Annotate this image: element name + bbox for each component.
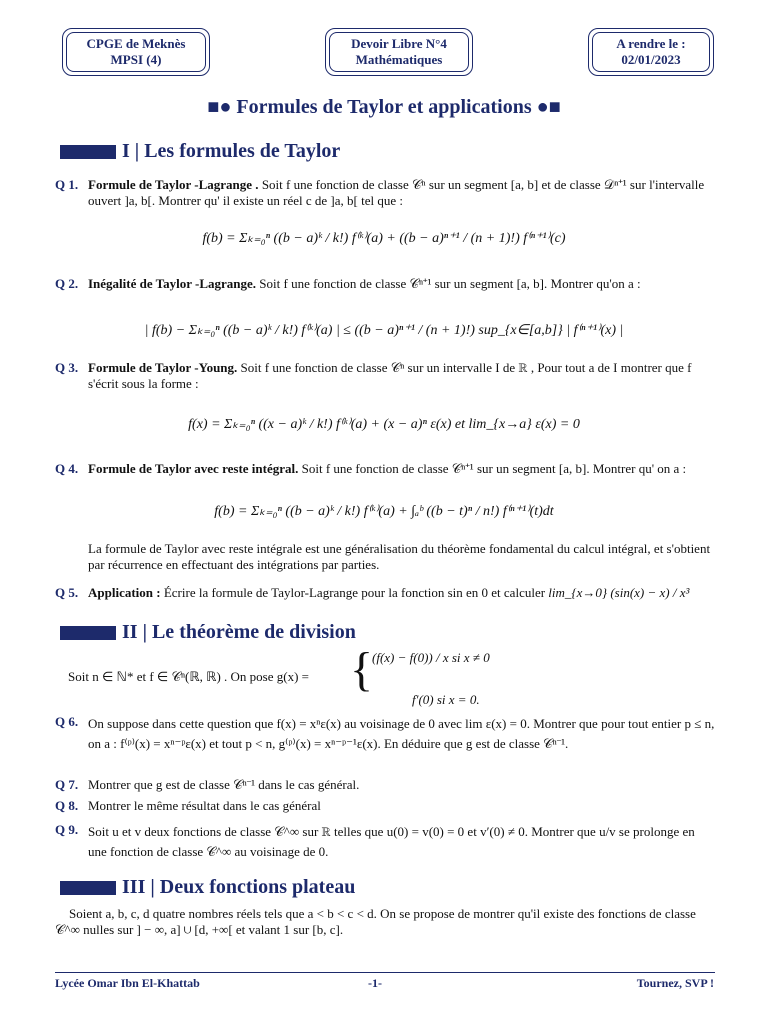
header-date-box	[588, 28, 714, 76]
question-text: Soit f une fonction de classe 𝒞ⁿ sur un segment [a, b] et de classe 𝒟ⁿ⁺¹ sur l'intervalle ouvert ]a, b[. Montrer qu' il existe un réel c de ]a, b[ tel que :	[88, 177, 705, 208]
question-text: Soit u et v deux fonctions de classe 𝒞^∞ sur ℝ telles que u(0) = v(0) = 0 et v′(0) ≠ 0. Montrer que u/v se prolonge en une fonction de classe 𝒞^∞ au voisinage de 0.	[88, 824, 695, 859]
header-school-box	[62, 28, 210, 76]
section-1-heading	[60, 140, 340, 163]
page-title: ■● Formules de Taylor et applications ●■	[207, 96, 561, 118]
question-title: Application :	[88, 585, 161, 600]
question-number: Q 8.	[55, 798, 79, 813]
header-class: MPSI (4)	[110, 52, 162, 67]
g-definition-intro: Soit n ∈ ℕ* et f ∈ 𝒞ⁿ(ℝ, ℝ) . On pose g(x) =	[68, 669, 310, 684]
header-due-date: 02/01/2023	[621, 52, 681, 67]
question-1	[55, 177, 715, 209]
question-5	[55, 585, 715, 601]
section-bar	[60, 881, 116, 895]
formula-taylor-inequality: | f(b) − Σₖ₌₀ⁿ ((b − a)ᵏ / k!) f⁽ᵏ⁾(a) | ≤ ((b − a)ⁿ⁺¹ / (n + 1)!) sup_{x∈[a,b]} | f⁽ⁿ⁺¹⁾(x) |	[144, 323, 624, 338]
question-text: Montrer le même résultat dans le cas général	[88, 798, 321, 813]
question-3	[55, 360, 715, 392]
question-4	[55, 461, 715, 477]
g-case-1: (f(x) − f(0)) / x si x ≠ 0	[372, 650, 490, 665]
header-subject: Mathématiques	[355, 52, 443, 67]
question-number: Q 5.	[55, 585, 79, 600]
question-text: Montrer que g est de classe 𝒞ⁿ⁻¹ dans le cas général.	[88, 777, 360, 792]
g-case-2: f′(0) si x = 0.	[412, 692, 480, 707]
question-text: Écrire la formule de Taylor-Lagrange pour la fonction sin en 0 et calculer	[163, 585, 546, 600]
question-title: Inégalité de Taylor -Lagrange.	[88, 276, 257, 291]
section-3-title: III | Deux fonctions plateau	[122, 876, 356, 898]
section-3-text: Soient a, b, c, d quatre nombres réels tels que a < b < c < d. On se propose de montrer qu'il existe des fonctions de classe 𝒞^∞ nulles sur ] − ∞, a] ∪ [d, +∞[ et valant 1 sur [b, c].	[55, 906, 696, 937]
question-title: Formule de Taylor -Lagrange .	[88, 177, 259, 192]
formula-limit: lim_{x→0} (sin(x) − x) / x³	[548, 585, 690, 600]
formula-taylor-integral: f(b) = Σₖ₌₀ⁿ ((b − a)ᵏ / k!) f⁽ᵏ⁾(a) + ∫ₐᵇ ((b − t)ⁿ / n!) f⁽ⁿ⁺¹⁾(t)dt	[214, 504, 554, 519]
header-due-label: A rendre le :	[616, 36, 686, 51]
section-bar	[60, 626, 116, 640]
question-8	[55, 798, 715, 814]
question-number: Q 2.	[55, 276, 79, 291]
question-number: Q 7.	[55, 777, 79, 792]
question-number: Q 3.	[55, 360, 79, 375]
header-devoir-box	[325, 28, 473, 76]
question-7	[55, 777, 715, 793]
section-bar	[60, 145, 116, 159]
footer-page-number: -1-	[368, 976, 382, 990]
footer-school: Lycée Omar Ibn El-Khattab	[55, 976, 200, 990]
footer-turn-page: Tournez, SVP !	[636, 976, 714, 990]
brace: {	[350, 643, 374, 696]
question-2	[55, 276, 715, 292]
question-text: Soit f une fonction de classe 𝒞ⁿ⁺¹ sur un segment [a, b]. Montrer qu'on a :	[259, 276, 641, 291]
header-devoir: Devoir Libre N°4	[351, 36, 447, 51]
question-number: Q 6.	[55, 714, 79, 729]
question-title: Formule de Taylor avec reste intégral.	[88, 461, 299, 476]
formula-taylor-young: f(x) = Σₖ₌₀ⁿ ((x − a)ᵏ / k!) f⁽ᵏ⁾(a) + (x − a)ⁿ ε(x) et lim_{x→a} ε(x) = 0	[188, 417, 580, 432]
section-1-title: I | Les formules de Taylor	[122, 140, 341, 162]
question-9	[55, 822, 715, 862]
question-text: Soit f une fonction de classe 𝒞ⁿ⁺¹ sur un segment [a, b]. Montrer qu' on a :	[301, 461, 687, 476]
header-school: CPGE de Meknès	[86, 36, 186, 51]
q4-note: La formule de Taylor avec reste intégrale est une généralisation du théorème fondamental du calcul intégral, et s'obtient par récurrence en effectuant des intégrations par parties.	[88, 541, 711, 572]
question-title: Formule de Taylor -Young.	[88, 360, 238, 375]
question-text: Soit f une fonction de classe 𝒞ⁿ sur un intervalle I de ℝ , Pour tout a de I montrer que f s'écrit sous la forme :	[88, 360, 692, 391]
question-number: Q 1.	[55, 177, 79, 192]
question-number: Q 4.	[55, 461, 79, 476]
footer-divider	[55, 972, 715, 973]
section-2-heading	[60, 621, 356, 644]
formula-taylor-lagrange: f(b) = Σₖ₌₀ⁿ ((b − a)ᵏ / k!) f⁽ᵏ⁾(a) + ((b − a)ⁿ⁺¹ / (n + 1)!) f⁽ⁿ⁺¹⁾(c)	[202, 231, 566, 246]
question-number: Q 9.	[55, 822, 79, 837]
question-text: On suppose dans cette question que f(x) = xⁿε(x) au voisinage de 0 avec lim ε(x) = 0. Montrer que pour tout entier p ≤ n, on a : f⁽ᵖ⁾(x) = xⁿ⁻ᵖε(x) et tout p < n, g⁽ᵖ⁾(x) = xⁿ⁻ᵖ⁻¹ε(x). En déduire que g est de classe 𝒞ⁿ⁻¹.	[88, 716, 715, 751]
section-2-title: II | Le théorème de division	[122, 621, 356, 643]
section-3-heading	[60, 876, 355, 899]
question-6	[55, 714, 715, 754]
